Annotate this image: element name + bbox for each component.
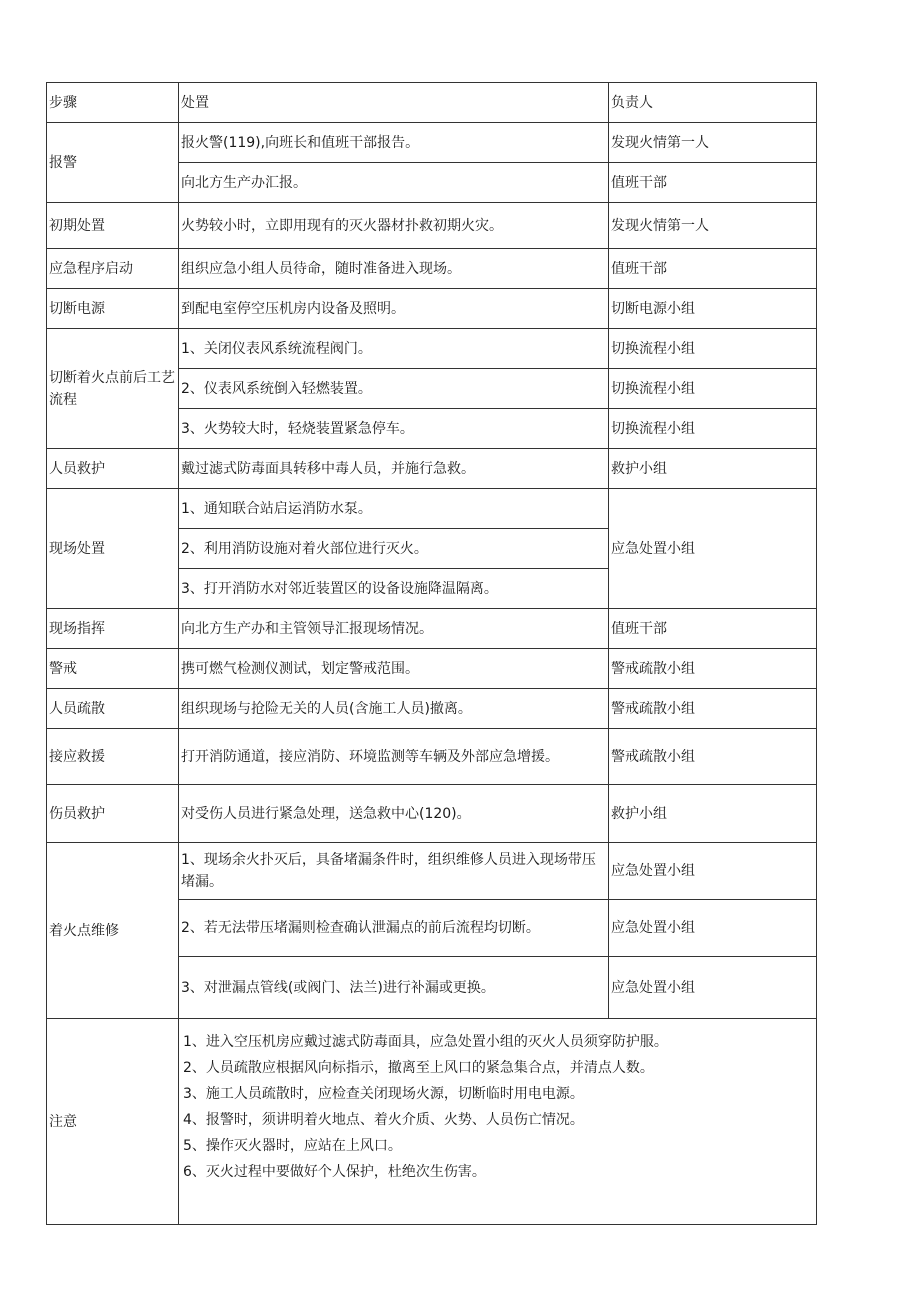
emergency-procedure-table <box>46 82 817 1225</box>
owner-cell: 切断电源小组 <box>609 289 817 329</box>
step-cell: 人员疏散 <box>47 689 179 729</box>
action-cell: 1、关闭仪表风系统流程阀门。 <box>179 329 609 369</box>
owner-cell: 切换流程小组 <box>609 329 817 369</box>
action-cell: 向北方生产办汇报。 <box>179 163 609 203</box>
owner-cell: 发现火情第一人 <box>609 123 817 163</box>
step-cell: 人员救护 <box>47 449 179 489</box>
action-cell: 报火警(119),向班长和值班干部报告。 <box>179 123 609 163</box>
notes-row <box>47 1019 817 1225</box>
step-cell: 现场处置 <box>47 489 179 609</box>
step-cell: 着火点维修 <box>47 843 179 1019</box>
owner-cell: 救护小组 <box>609 449 817 489</box>
table-row <box>47 123 817 163</box>
note-item: 5、操作灭火器时，应站在上风口。 <box>183 1138 402 1154</box>
table-row <box>47 609 817 649</box>
header-owner: 负责人 <box>609 83 817 123</box>
table-row <box>47 843 817 900</box>
step-cell: 注意 <box>47 1019 179 1225</box>
table-row <box>47 785 817 843</box>
action-cell: 组织应急小组人员待命，随时准备进入现场。 <box>179 249 609 289</box>
action-cell: 组织现场与抢险无关的人员(含施工人员)撤离。 <box>179 689 609 729</box>
notes-list <box>181 1019 814 1185</box>
action-cell: 2、仪表风系统倒入轻燃装置。 <box>179 369 609 409</box>
action-cell: 3、火势较大时，轻烧装置紧急停车。 <box>179 409 609 449</box>
note-item: 6、灭火过程中要做好个人保护，杜绝次生伤害。 <box>183 1164 486 1180</box>
owner-cell: 发现火情第一人 <box>609 203 817 249</box>
table-row <box>47 203 817 249</box>
owner-cell: 值班干部 <box>609 609 817 649</box>
action-cell: 1、现场余火扑灭后，具备堵漏条件时，组织维修人员进入现场带压堵漏。 <box>179 843 609 900</box>
owner-cell: 应急处置小组 <box>609 489 817 609</box>
owner-cell: 警戒疏散小组 <box>609 689 817 729</box>
table-row <box>47 249 817 289</box>
owner-cell: 值班干部 <box>609 163 817 203</box>
step-cell: 警戒 <box>47 649 179 689</box>
owner-cell: 应急处置小组 <box>609 957 817 1019</box>
action-cell: 1、通知联合站启运消防水泵。 <box>179 489 609 529</box>
table-row <box>47 289 817 329</box>
header-step: 步骤 <box>47 83 179 123</box>
step-cell: 伤员救护 <box>47 785 179 843</box>
owner-cell: 救护小组 <box>609 785 817 843</box>
step-cell: 报警 <box>47 123 179 203</box>
owner-cell: 切换流程小组 <box>609 369 817 409</box>
note-item: 1、进入空压机房应戴过滤式防毒面具，应急处置小组的灭火人员须穿防护服。 <box>183 1034 668 1050</box>
note-item: 3、施工人员疏散时，应检查关闭现场火源，切断临时用电电源。 <box>183 1086 584 1102</box>
header-action: 处置 <box>179 83 609 123</box>
table-header-row <box>47 83 817 123</box>
step-cell: 应急程序启动 <box>47 249 179 289</box>
table-row <box>47 729 817 785</box>
step-cell: 现场指挥 <box>47 609 179 649</box>
step-cell: 接应救援 <box>47 729 179 785</box>
table-row <box>47 449 817 489</box>
action-cell: 到配电室停空压机房内设备及照明。 <box>179 289 609 329</box>
owner-cell: 警戒疏散小组 <box>609 649 817 689</box>
owner-cell: 警戒疏散小组 <box>609 729 817 785</box>
step-cell: 初期处置 <box>47 203 179 249</box>
owner-cell: 应急处置小组 <box>609 843 817 900</box>
table-row <box>47 649 817 689</box>
table-row <box>47 329 817 369</box>
notes-cell <box>179 1019 817 1225</box>
action-cell: 火势较小时，立即用现有的灭火器材扑救初期火灾。 <box>179 203 609 249</box>
note-item: 2、人员疏散应根据风向标指示，撤离至上风口的紧急集合点，并清点人数。 <box>183 1060 654 1076</box>
table-row <box>47 689 817 729</box>
table-row <box>47 489 817 529</box>
action-cell: 向北方生产办和主管领导汇报现场情况。 <box>179 609 609 649</box>
owner-cell: 应急处置小组 <box>609 900 817 957</box>
note-item: 4、报警时，须讲明着火地点、着火介质、火势、人员伤亡情况。 <box>183 1112 584 1128</box>
action-cell: 3、对泄漏点管线(或阀门、法兰)进行补漏或更换。 <box>179 957 609 1019</box>
action-cell: 戴过滤式防毒面具转移中毒人员，并施行急救。 <box>179 449 609 489</box>
owner-cell: 值班干部 <box>609 249 817 289</box>
action-cell: 3、打开消防水对邻近装置区的设备设施降温隔离。 <box>179 569 609 609</box>
step-cell: 切断电源 <box>47 289 179 329</box>
action-cell: 携可燃气检测仪测试，划定警戒范围。 <box>179 649 609 689</box>
action-cell: 2、利用消防设施对着火部位进行灭火。 <box>179 529 609 569</box>
owner-cell: 切换流程小组 <box>609 409 817 449</box>
action-cell: 打开消防通道，接应消防、环境监测等车辆及外部应急增援。 <box>179 729 609 785</box>
action-cell: 对受伤人员进行紧急处理，送急救中心(120)。 <box>179 785 609 843</box>
step-cell: 切断着火点前后工艺流程 <box>47 329 179 449</box>
action-cell: 2、若无法带压堵漏则检查确认泄漏点的前后流程均切断。 <box>179 900 609 957</box>
